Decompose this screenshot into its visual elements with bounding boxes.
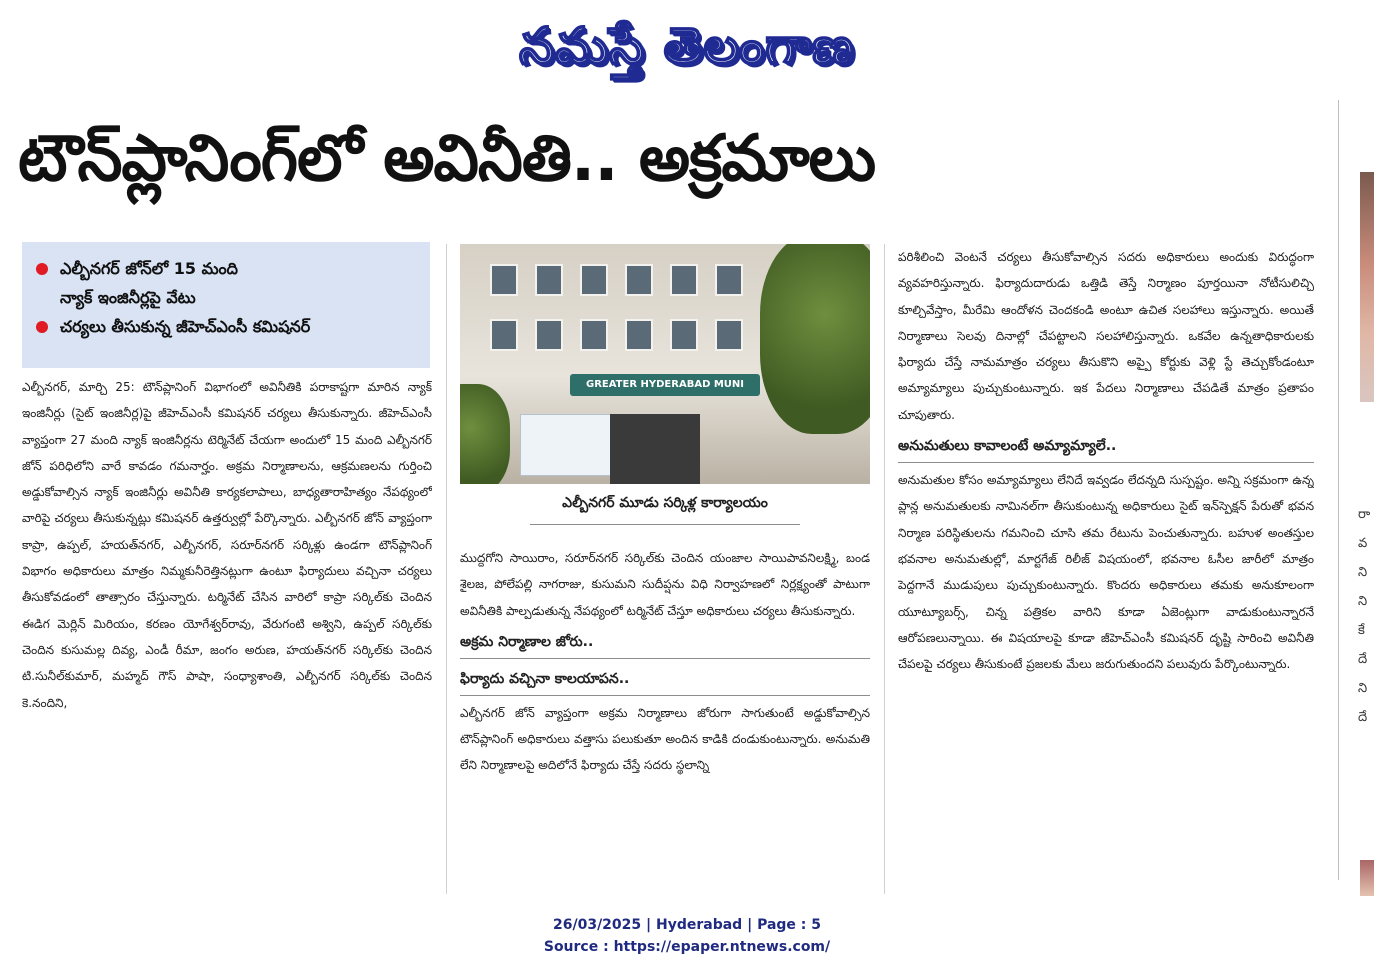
highlight-line: న్యాక్ ఇంజినీర్లపై వేటు <box>60 288 196 307</box>
article-column-1 <box>22 374 432 894</box>
article-paragraph: అనుమతుల కోసం అమ్యామ్యాలు లేనిదే ఇవ్వడం లేదన్నది సుస్పష్టం. అన్ని సక్రమంగా ఉన్న ప్లాన్ల అనుమతులకు నామినల్‌గా తీసుకుంటున్న అధికారులు సైట్ ఇన్‌స్పెక్షన్ పేరుతో భవన నిర్మాణ పరిస్థితులను గమనించి చూసి తమ రేటును పెంచుతున్నారు. బహుళ అంతస్తుల భవనాల అనుమతుల్లో, మార్టగేజ్ రిలీజ్ విషయంలో, భవనాల ఓసీల జారీలో మాత్రం పెద్దగానే ముడుపులు పుచ్చుకుంటున్నారు. కొందరు అధికారులు తమకు అనుకూలంగా యూట్యూబర్స్, చిన్న పత్రికల వారిని కూడా ఏజెంట్లుగా వాడుకుంటున్నారనే ఆరోపణలున్నాయి. ఈ విషయాలపై కూడా జీహెచ్‌ఎంసీ కమిషనర్ దృష్టి సారించి అవినీతి చేపలపై చర్యలు తీసుకుంటే ప్రజలకు మేలు జరుగుతుందని పలువురు పేర్కొంటున్నారు. <box>898 473 1314 672</box>
subheading: అక్రమ నిర్మాణాల జోరు.. <box>460 626 870 659</box>
entrance-doorway <box>610 414 700 484</box>
adjacent-text-fragment: దే <box>1358 710 1368 725</box>
window-shape <box>490 264 518 296</box>
adjacent-text-fragment: ని <box>1358 565 1368 580</box>
adjacent-text-fragment: రా <box>1358 507 1371 522</box>
headline: టౌన్‌ప్లానింగ్‌లో అవినీతి.. అక్రమాలు <box>18 122 876 196</box>
tree-shape <box>460 384 510 484</box>
window-shape <box>670 319 698 351</box>
article-paragraph: ఎల్బీనగర్, మార్చి 25: టౌన్‌ప్లానింగ్ విభాగంలో అవినీతికి పరాకాష్టగా మారిన న్యాక్ ఇంజినీర్లు (సైట్ ఇంజినీర్ల)పై జీహెచ్‌ఎంసీ కమిషనర్ చర్యలు తీసుకున్నారు. జీహెచ్‌ఎంసీ వ్యాప్తంగా 27 మంది న్యాక్ ఇంజినీర్లను టెర్మినేట్ చేయగా అందులో 15 మంది ఎల్బీనగర్ జోన్ పరిధిలోని వారే కావడం గమనార్హం. అక్రమ నిర్మాణాలను, ఆక్రమణలను గుర్తించి అడ్డుకోవాల్సిన న్యాక్ ఇంజినీర్లు అవినీతి కార్యకలాపాలు, బాధ్యతారాహిత్యం నేపథ్యంలో వారిపై చర్యలు తీసుకున్నట్లు కమిషనర్ ఉత్తర్వుల్లో పేర్కొన్నారు. ఎల్బీనగర్ జోన్ వ్యాప్తంగా కాప్రా, ఉప్పల్, హయత్‌నగర్, ఎల్బీనగర్, సరూర్‌నగర్ సర్కిళ్లు ఉండగా టౌన్‌ప్లానింగ్ విభాగం అధికారులు మాత్రం నిమ్మకునీరెత్తినట్లుగా ఉంటూ ఫిర్యాదులు వచ్చినా చర్యలు తీసుకోవడంలో తాత్సారం చేస్తున్నారు. టర్మినేట్ చేసిన వారిలో కాప్రా సర్కిల్‌కు చెందిన ఈడిగ మెర్లిన్ మిరియం, కరణం యోగేశ్వర్‌రావు, వేరుగంటి అశ్విని, ఉప్పల్ సర్కిల్‌కు చెందిన కుసుమల్ల దివ్య, ఎండీ రీమా, జంగం అరుణ, హయత్‌నగర్ సర్కిల్‌కు చెందిన టి.సునీల్‌కుమార్, మహ్మద్ గౌస్ పాషా, సంధ్యాశాంతి, ఎల్బీనగర్ సర్కిల్‌కు చెందిన కె.నందిని, <box>22 380 432 710</box>
window-shape <box>490 319 518 351</box>
article-column-3 <box>898 244 1314 677</box>
adjacent-article-thumbnail <box>1360 860 1374 896</box>
right-divider <box>1338 100 1339 880</box>
edition-info: 26/03/2025 | Hyderabad | Page : 5 <box>552 917 822 933</box>
window-shape <box>580 264 608 296</box>
window-shape <box>535 264 563 296</box>
bullet-icon <box>36 321 48 333</box>
caption-underline <box>530 524 800 525</box>
adjacent-text-fragment: ని <box>1358 681 1368 696</box>
building-photo <box>460 244 870 484</box>
tree-shape <box>760 244 870 434</box>
subheading: ఫిర్యాదు వచ్చినా కాలయాపన.. <box>460 663 870 696</box>
highlight-item <box>34 312 420 341</box>
window-shape <box>625 264 653 296</box>
masthead-logo: నమస్తే తెలంగాణ <box>519 16 855 75</box>
adjacent-text-fragment: వ <box>1358 536 1368 551</box>
window-shape <box>715 319 743 351</box>
highlight-item <box>34 254 420 312</box>
adjacent-article-text <box>1346 500 1374 760</box>
article-paragraph: పరిశీలించి వెంటనే చర్యలు తీసుకోవాల్సిన సదరు అధికారులు అందుకు విరుద్ధంగా వ్యవహరిస్తున్నారు. ఫిర్యాదుదారుడు ఒత్తిడి తెస్తే నిర్మాణం పూర్తయినా నోటీసులిచ్చి కూల్చివేస్తాం, మీరేమి ఆందోళన చెందకండి అంటూ ఉచిత సలహాలు ఇస్తున్నారు. అయితే నిర్మాణాలు సెలవు దినాల్లో చేపట్టాలని సలహాలిస్తున్నారు. ఒకవేల ఉన్నతాధికారులకు ఫిర్యాదు చేస్తే నామమాత్రం చర్యలు తీసుకొని అప్పై కోర్టుకు వెళ్లి స్టే తెచ్చుకోండంటూ అమ్యామ్యాలు పుచ్చుకుంటున్నారు. ఇక పేదలు నిర్మాణాలు చేపడితే మాత్రం ప్రతాపం చూపుతారు. <box>898 250 1314 422</box>
window-shape <box>625 319 653 351</box>
photo-caption: ఎల్బీనగర్ మూడు సర్కిళ్ల కార్యాలయం <box>562 495 768 511</box>
highlights-box <box>22 242 430 368</box>
adjacent-text-fragment: దే <box>1358 652 1368 667</box>
window-shape <box>580 319 608 351</box>
adjacent-text-fragment: ని <box>1358 594 1368 609</box>
window-shape <box>715 264 743 296</box>
highlight-line: చర్యలు తీసుకున్న జీహెచ్‌ఎంసీ కమిషనర్ <box>60 317 311 336</box>
article-column-2 <box>460 545 870 779</box>
window-shape <box>670 264 698 296</box>
article-paragraph: ఎల్బీనగర్ జోన్ వ్యాప్తంగా అక్రమ నిర్మాణాలు జోరుగా సాగుతుంటే అడ్డుకోవాల్సిన టౌన్‌ప్లానింగ్ అధికారులు వత్తాసు పలుకుతూ అందిన కాడికి దండుకుంటున్నారు. అనుమతి లేని నిర్మాణాలపై అదిలోనే ఫిర్యాదు చేస్తే సదరు స్థలాన్ని <box>460 705 870 773</box>
subheading: అనుమతులు కావాలంటే అమ్యామ్యాలే.. <box>898 430 1314 463</box>
bullet-icon <box>36 263 48 275</box>
window-shape <box>535 319 563 351</box>
article-paragraph: ముద్దగోని సాయిరాం, సరూర్‌నగర్ సర్కిల్‌కు చెందిన యంజాల సాయిపావనిలక్ష్మి, బండ శైలజ, పోలేపల్లి నాగరాజు, కుసుమని సుదీప్షను విధి నిర్వాహణలో నిర్లక్ష్యంతో పాటుగా అవినీతికి పాల్పడుతున్న నేపథ్యంలో టర్మినేట్ చేస్తూ అధికారులు చర్యలు తీసుకున్నారు. <box>460 551 870 618</box>
source-link[interactable]: Source : https://epaper.ntnews.com/ <box>543 939 831 955</box>
adjacent-text-fragment: కే <box>1358 623 1365 638</box>
column-divider <box>884 244 885 894</box>
highlight-line: ఎల్బీనగర్ జోన్‌లో 15 మంది <box>60 259 238 278</box>
page-footer <box>0 914 1374 958</box>
column-divider <box>446 244 447 894</box>
building-sign: GREATER HYDERABAD MUNI <box>570 374 760 396</box>
adjacent-article-photo <box>1360 172 1374 402</box>
